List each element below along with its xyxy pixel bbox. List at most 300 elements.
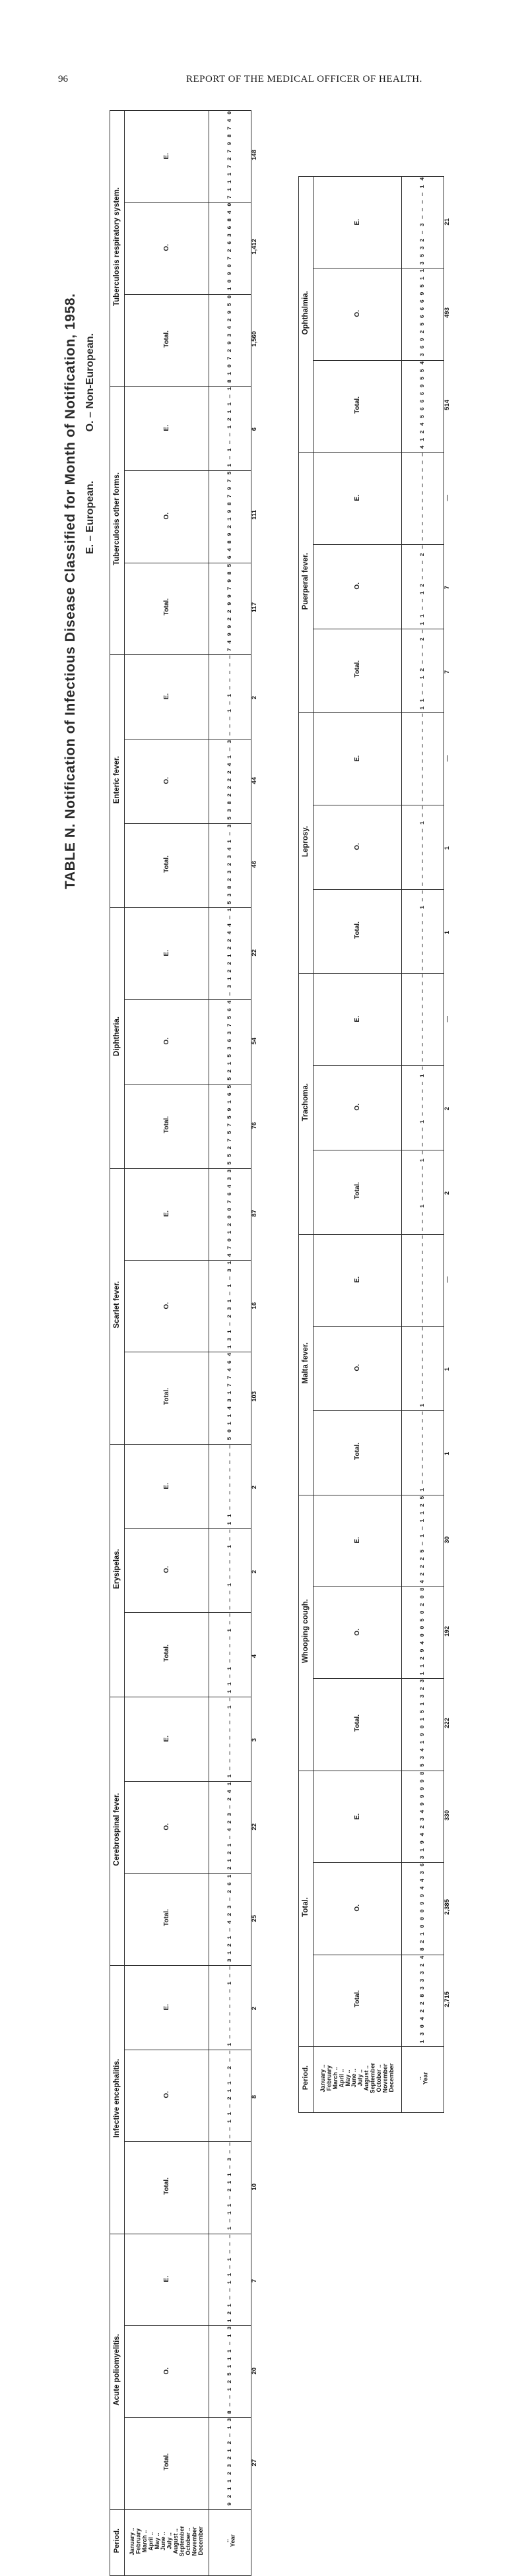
monthly-values-cell <box>209 294 251 386</box>
year-total: — <box>444 1016 451 1022</box>
year-total: 2,385 <box>444 1899 451 1915</box>
monthly-values-cell <box>402 1495 444 1586</box>
table-row <box>110 2418 251 2509</box>
column-label-cell <box>125 1528 209 1613</box>
year-total: 7 <box>444 585 451 590</box>
year-total: — <box>444 494 451 501</box>
year-total: 117 <box>251 602 258 612</box>
column-label-cell <box>125 2142 209 2234</box>
group-name: Acute poliomyelitis. <box>112 2334 121 2406</box>
legend-european: E. – European. <box>84 480 96 554</box>
monthly-values: 5 3 4 1 9 0 1 5 1 3 2 3 <box>419 1679 426 1767</box>
monthly-values: 7 1 1 1 7 2 7 9 8 7 4 0 <box>226 111 234 199</box>
monthly-values: 1 1 — — 1 2 — — — 2 — <box>419 629 426 710</box>
table-row <box>299 1234 444 1326</box>
year-total: 30 <box>444 1536 451 1544</box>
month-label: February <box>325 2065 333 2091</box>
table-row <box>110 1352 251 1444</box>
table-row <box>110 999 251 1084</box>
column-label-cell <box>314 544 402 629</box>
table-row <box>110 2050 251 2141</box>
column-label-cell <box>125 1260 209 1352</box>
monthly-values: — — — 1 — — — — 1 — — <box>226 1528 234 1610</box>
months-cell <box>314 2047 402 2113</box>
month-label: May .. <box>344 2069 351 2087</box>
column-label: O. <box>353 1103 361 1111</box>
column-label-cell <box>314 268 402 360</box>
table-row <box>110 1873 251 1965</box>
legend-non-european: O. – Non-European. <box>84 333 96 432</box>
monthly-values: 1 3 0 4 2 2 8 3 3 3 2 4 <box>419 1955 426 2044</box>
monthly-values: — — — 1 — — — — — 1 — <box>419 1150 426 1231</box>
table-row <box>110 111 251 203</box>
year-total: — <box>444 1276 451 1283</box>
column-label: Total. <box>353 396 361 414</box>
year-total: — <box>444 755 451 762</box>
monthly-values-cell <box>209 2326 251 2418</box>
column-label-cell <box>314 1234 402 1326</box>
month-label: September <box>369 2062 376 2094</box>
monthly-values-cell <box>209 111 251 203</box>
table-row <box>110 1697 251 1782</box>
column-label: Total. <box>162 598 170 616</box>
column-label-cell <box>125 1697 209 1782</box>
monthly-values-cell <box>402 1955 444 2046</box>
column-label-cell <box>314 974 402 1065</box>
column-label-cell <box>314 453 402 544</box>
monthly-values: 6 4 8 9 2 1 9 8 7 9 7 5 <box>226 471 234 559</box>
month-label: June .. <box>350 2068 358 2088</box>
column-label-cell <box>314 629 402 713</box>
month-label: April .. <box>147 2531 154 2550</box>
monthly-values-cell <box>209 1782 251 1873</box>
table-row <box>110 294 251 386</box>
column-label: E. <box>353 1276 361 1283</box>
column-label-cell <box>125 1782 209 1873</box>
year-total: 1 <box>444 930 451 934</box>
group-name: Scarlet fever. <box>112 1280 121 1329</box>
column-label: O. <box>353 1364 361 1371</box>
column-label: Total. <box>353 1714 361 1732</box>
monthly-values: — — — 1 — 1 — — — — — <box>226 654 234 736</box>
column-label: Total. <box>162 1909 170 1927</box>
group-header-enteric-fever <box>110 654 125 907</box>
monthly-values-cell <box>209 908 251 999</box>
column-label: E. <box>162 425 170 431</box>
column-label-cell <box>125 2418 209 2509</box>
period-row <box>299 2047 444 2113</box>
year-total: 2 <box>251 696 258 700</box>
month-label: December <box>197 2527 204 2556</box>
year-total: 54 <box>251 1037 258 1045</box>
year-total: 7 <box>251 2278 258 2282</box>
monthly-values-cell <box>209 999 251 1084</box>
column-label: O. <box>162 776 170 784</box>
monthly-values-cell <box>209 1260 251 1352</box>
column-label-cell <box>125 1444 209 1528</box>
monthly-values: 4 1 2 4 5 6 6 6 9 5 5 4 <box>419 360 426 449</box>
month-label: January .. <box>128 2527 135 2555</box>
monthly-values: 1 0 9 0 7 2 6 3 6 8 4 0 <box>226 203 234 291</box>
month-label: July .. <box>166 2532 173 2550</box>
group-name: Trachoma. <box>301 1083 310 1121</box>
column-label: Total. <box>162 330 170 348</box>
year-total: 3 <box>251 1738 258 1742</box>
table-row <box>110 908 251 999</box>
column-label-cell <box>314 1495 402 1586</box>
period-label-cell <box>299 2047 314 2113</box>
column-label-cell <box>314 713 402 805</box>
month-label: November <box>381 2063 389 2093</box>
year-total: 222 <box>444 1718 451 1729</box>
column-label: E. <box>162 1482 170 1490</box>
column-label: Total. <box>353 921 361 939</box>
monthly-values-cell <box>402 889 444 974</box>
column-label: E. <box>353 1537 361 1544</box>
monthly-values-cell <box>402 1326 444 1410</box>
monthly-values: 9 2 1 1 2 3 2 1 2 — 1 3 <box>226 2418 234 2506</box>
monthly-values-cell <box>402 268 444 360</box>
month-label: January .. <box>319 2064 326 2092</box>
column-label: Total. <box>353 660 361 678</box>
monthly-values-cell <box>209 1084 251 1168</box>
column-label: E. <box>162 2276 170 2282</box>
group-name: Tuberculosis other forms. <box>112 472 121 566</box>
group-header-trachoma <box>299 974 314 1234</box>
monthly-values: 4 2 2 2 5 — 1 — 1 1 2 5 <box>419 1495 426 1583</box>
year-total: 493 <box>444 307 451 319</box>
monthly-values: — — — — — — — — 1 — — <box>419 889 426 970</box>
year-total: 21 <box>444 218 451 226</box>
column-label-cell <box>125 2326 209 2418</box>
monthly-values: — — — — — — — — 1 — — <box>419 805 426 886</box>
year-label: Year <box>422 2071 429 2085</box>
column-label: Total. <box>162 855 170 873</box>
column-label-cell <box>125 387 209 471</box>
table-row <box>110 654 251 739</box>
year-total: 16 <box>251 1302 258 1309</box>
group-header-tuberculosis-respiratory-system <box>110 111 125 387</box>
column-label: O. <box>353 310 361 317</box>
month-label: August .. <box>362 2065 370 2091</box>
column-label: O. <box>353 1904 361 1912</box>
year-total: 1,560 <box>251 330 258 347</box>
monthly-values: 1 — — — — — — — — — — <box>419 1410 426 1492</box>
monthly-values-cell <box>402 1587 444 1679</box>
year-total: 1 <box>444 1451 451 1456</box>
month-label: October .. <box>184 2527 191 2555</box>
monthly-values-cell <box>402 1771 444 1862</box>
column-label: E. <box>162 152 170 160</box>
monthly-values: 1 3 1 — 2 3 1 — 1 — 3 1 <box>226 1260 234 1349</box>
monthly-values-cell <box>209 823 251 908</box>
table-row <box>299 360 444 452</box>
table-row <box>299 1410 444 1495</box>
monthly-values: — — — 1 — — — — — 1 — <box>419 1065 426 1147</box>
year-total: 6 <box>251 427 258 431</box>
month-label: September <box>178 2525 185 2557</box>
column-label: O. <box>162 1566 170 1573</box>
period-label: Period. <box>113 2529 121 2554</box>
year-total: 46 <box>251 861 258 868</box>
column-label: Total. <box>353 1181 361 1199</box>
year-total: 192 <box>444 1625 451 1637</box>
right-table <box>298 176 451 2113</box>
year-total: 22 <box>251 949 258 957</box>
monthly-values-cell <box>402 1679 444 1771</box>
monthly-values-cell <box>209 471 251 563</box>
column-label: E. <box>353 1016 361 1022</box>
year-cell <box>209 2509 251 2575</box>
monthly-values-cell <box>209 203 251 294</box>
year-total: 2,715 <box>444 1991 451 2007</box>
year-total: 44 <box>251 776 258 784</box>
month-label: June .. <box>160 2531 167 2551</box>
period-row <box>110 2509 251 2575</box>
table-row <box>299 1679 444 1771</box>
year-total: 330 <box>444 1809 451 1821</box>
monthly-values-cell <box>402 453 444 544</box>
column-label: O. <box>162 1037 170 1045</box>
column-label-cell <box>314 1587 402 1679</box>
monthly-values: 1 — — — — — — — 1 — — <box>226 1965 234 2046</box>
group-header-ophthalmia <box>299 177 314 453</box>
group-header-leprosy <box>299 713 314 974</box>
table-row <box>299 1771 444 1862</box>
column-label: O. <box>162 2091 170 2098</box>
table-row <box>110 203 251 294</box>
column-label: Total. <box>162 1115 170 1133</box>
period-label-cell <box>110 2509 125 2575</box>
group-name: Leprosy. <box>301 826 310 858</box>
monthly-values-cell <box>402 805 444 889</box>
table-row <box>299 1065 444 1150</box>
year-cell <box>402 2047 444 2113</box>
monthly-values: — — — — — — — — — — — — <box>419 453 426 541</box>
monthly-values: 1 1 — — 1 2 — — — 2 — <box>419 544 426 625</box>
column-label: E. <box>353 1813 361 1820</box>
column-label-cell <box>314 805 402 889</box>
table-row <box>299 177 444 268</box>
monthly-values: 5 2 1 5 3 6 3 7 5 6 4 <box>226 999 234 1081</box>
monthly-values-cell <box>209 387 251 471</box>
column-label-cell <box>125 2050 209 2141</box>
group-header-infective-encephalitis <box>110 1965 125 2234</box>
column-label: O. <box>162 2367 170 2375</box>
table-row <box>299 1326 444 1410</box>
year-total: 27 <box>251 2459 258 2466</box>
table-row <box>299 805 444 889</box>
year-total: 10 <box>251 2183 258 2191</box>
monthly-values-cell <box>402 544 444 629</box>
monthly-values: — — — — — — — — — — — — <box>419 1234 426 1323</box>
monthly-values: 5 0 1 1 4 3 1 7 7 4 6 4 <box>226 1352 234 1441</box>
table-row <box>299 713 444 805</box>
column-label-cell <box>125 203 209 294</box>
table-row <box>110 823 251 908</box>
table-row <box>299 629 444 713</box>
column-label: E. <box>353 495 361 501</box>
column-label: E. <box>162 693 170 700</box>
running-head: REPORT OF THE MEDICAL OFFICER OF HEALTH. <box>186 74 422 84</box>
group-header-tuberculosis-other-forms <box>110 387 125 655</box>
group-header-erysipelas <box>110 1444 125 1697</box>
table-row <box>110 1260 251 1352</box>
column-label: Total. <box>162 2453 170 2471</box>
table-row <box>299 544 444 629</box>
column-label-cell <box>125 111 209 203</box>
column-label: O. <box>353 1628 361 1636</box>
year-total: 76 <box>251 1121 258 1129</box>
column-label-cell <box>314 1410 402 1495</box>
table-row <box>299 889 444 974</box>
year-total: 514 <box>444 399 451 410</box>
month-label: November <box>191 2526 198 2556</box>
year-total: 1 <box>444 1367 451 1371</box>
year-label: Year <box>229 2534 236 2548</box>
column-label-cell <box>125 1873 209 1965</box>
column-label-cell <box>125 823 209 908</box>
year-total: 1,412 <box>251 239 258 255</box>
monthly-values-cell <box>209 2050 251 2141</box>
monthly-values: — 3 1 2 2 1 2 2 4 4 — 1 <box>226 908 234 996</box>
column-label-cell <box>125 563 209 654</box>
table-row <box>110 387 251 471</box>
table-row <box>110 563 251 654</box>
monthly-values-cell <box>209 1965 251 2050</box>
left-table <box>110 110 258 2576</box>
monthly-values: 1 — — — — — — — — 1 — <box>226 1697 234 1778</box>
year-total: 2 <box>444 1106 451 1111</box>
monthly-values-cell <box>402 713 444 805</box>
group-header-total <box>299 1771 314 2046</box>
year-dots: .. <box>416 2076 423 2080</box>
table-title: TABLE N. Notification of Infectious Disease Classified for Month of Notification, 1958. <box>63 293 78 889</box>
group-name: Diphtheria. <box>112 1016 121 1056</box>
month-label: May .. <box>153 2532 160 2550</box>
monthly-values-cell <box>209 2418 251 2509</box>
group-name: Whooping cough. <box>301 1599 310 1664</box>
table-row <box>299 1150 444 1234</box>
group-name: Ophthalmia. <box>301 290 310 335</box>
monthly-values: 5 3 8 2 2 2 2 4 1 — 3 <box>226 739 234 820</box>
monthly-values-cell <box>402 974 444 1065</box>
monthly-values-cell <box>209 1352 251 1444</box>
group-header-puerperal-fever <box>299 453 314 713</box>
monthly-values-cell <box>209 2234 251 2325</box>
column-label: Total. <box>162 1645 170 1662</box>
column-label-cell <box>125 471 209 563</box>
months-cell <box>125 2509 209 2575</box>
monthly-values: 3 6 9 2 5 6 6 6 9 5 1 1 <box>419 268 426 357</box>
column-label-cell <box>314 1863 402 1955</box>
column-label: O. <box>353 842 361 850</box>
table-row <box>110 2142 251 2234</box>
monthly-values-cell <box>209 2142 251 2234</box>
month-label: October .. <box>375 2064 382 2092</box>
monthly-values-cell <box>402 629 444 713</box>
monthly-values-cell <box>402 177 444 268</box>
column-label: Total. <box>353 1442 361 1460</box>
column-label: E. <box>162 2003 170 2011</box>
group-name: Infective encephalitis. <box>112 2058 121 2138</box>
monthly-values: 3 5 3 2 — 3 — — — — 1 4 <box>419 177 426 265</box>
monthly-values-cell <box>209 739 251 823</box>
table-row <box>110 1528 251 1613</box>
monthly-values: 3 1 9 4 2 3 4 9 9 9 9 8 <box>419 1771 426 1860</box>
column-label-cell <box>125 654 209 739</box>
table-row <box>110 471 251 563</box>
monthly-values: 5 3 8 2 3 2 3 4 1 — 3 <box>226 823 234 904</box>
group-name: Enteric fever. <box>112 755 121 803</box>
group-header-malta-fever <box>299 1234 314 1495</box>
monthly-values: 4 7 0 1 2 0 0 7 6 4 3 3 <box>226 1168 234 1257</box>
column-label: O. <box>162 244 170 251</box>
column-label: E. <box>162 1210 170 1217</box>
column-label-cell <box>125 1965 209 2050</box>
table-row <box>299 1955 444 2046</box>
monthly-values-cell <box>209 563 251 654</box>
table-row <box>110 1444 251 1528</box>
group-name: Malta fever. <box>301 1342 310 1384</box>
table-row <box>299 1587 444 1679</box>
year-total: 148 <box>251 149 258 160</box>
column-label-cell <box>314 1326 402 1410</box>
year-total: 2 <box>251 1485 258 1490</box>
monthly-values: 3 1 2 1 — 4 2 3 — 2 6 1 <box>226 1873 234 1962</box>
year-total: 2 <box>251 1569 258 1573</box>
monthly-values: 2 1 2 1 — 4 2 3 — 2 4 1 <box>226 1782 234 1870</box>
monthly-values: 1 1 — — — — — — — — — <box>226 1444 234 1525</box>
month-label: April .. <box>338 2069 345 2088</box>
column-label-cell <box>314 889 402 974</box>
monthly-values: 1 — — — — — — — — — — <box>419 1326 426 1407</box>
year-total: 8 <box>251 2094 258 2098</box>
column-label: E. <box>162 1736 170 1742</box>
column-label: E. <box>353 755 361 762</box>
column-label-cell <box>314 1955 402 2046</box>
month-label: February <box>135 2528 142 2554</box>
month-label: March .. <box>141 2529 148 2552</box>
monthly-values: — — — — — — — — — — — — <box>419 713 426 801</box>
column-label-cell <box>125 1613 209 1697</box>
year-total: 111 <box>251 510 258 520</box>
monthly-values-cell <box>402 1150 444 1234</box>
column-label-cell <box>314 1679 402 1771</box>
column-label: Total. <box>162 2177 170 2195</box>
monthly-values: 8 — — 1 2 5 1 1 1 — 1 3 <box>226 2326 234 2414</box>
monthly-values: 8 2 1 0 0 0 9 9 4 4 3 6 <box>419 1863 426 1951</box>
column-label-cell <box>314 1771 402 1862</box>
column-label-cell <box>125 1168 209 1260</box>
monthly-values: — — 1 1 — 2 1 1 — 2 — — <box>226 2050 234 2139</box>
group-name: Tuberculosis respiratory system. <box>112 187 121 307</box>
monthly-values-cell <box>402 1410 444 1495</box>
column-label-cell <box>125 999 209 1084</box>
monthly-values: 1 — 1 — — 1 2 1 1 — 1 <box>226 387 234 468</box>
year-total: 7 <box>444 670 451 674</box>
column-label-cell <box>125 2234 209 2325</box>
table-row <box>299 1863 444 1955</box>
monthly-values: 1 2 1 — — 1 1 — 1 — — — <box>226 2234 234 2323</box>
column-label: O. <box>162 512 170 520</box>
group-header-scarlet-fever <box>110 1168 125 1444</box>
monthly-values-cell <box>402 1065 444 1150</box>
column-label: O. <box>353 582 361 590</box>
column-label-cell <box>125 1084 209 1168</box>
group-header-acute-poliomyelitis <box>110 2234 125 2509</box>
table-row <box>110 2326 251 2418</box>
